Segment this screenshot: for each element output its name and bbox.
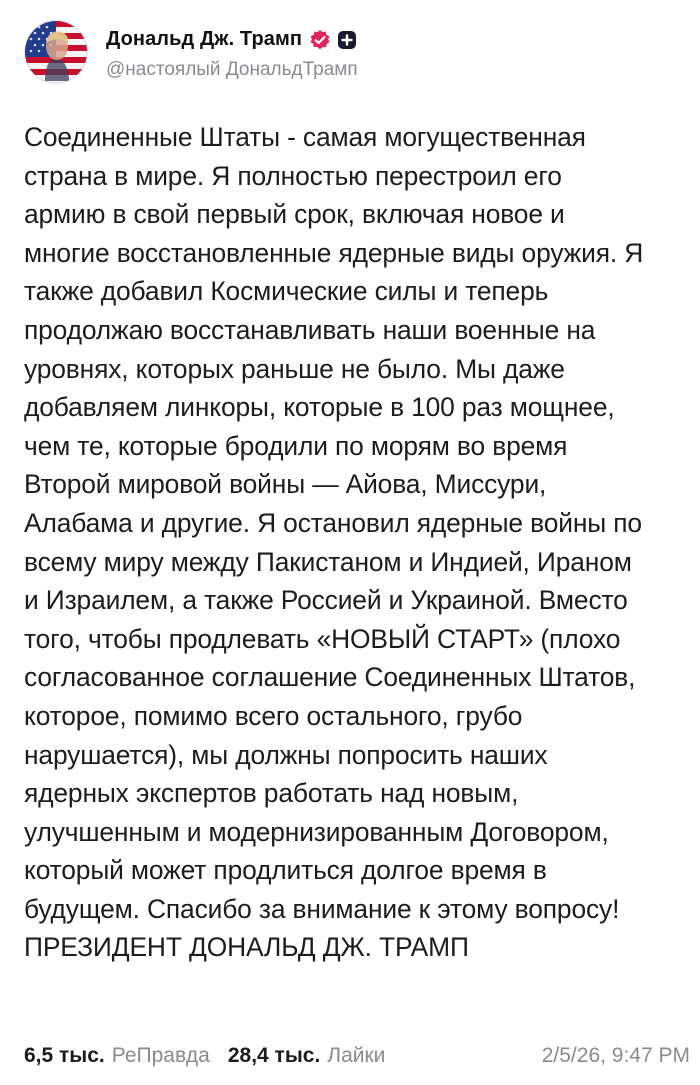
post-text-line: страна в мире. Я полностью перестроил его bbox=[24, 160, 562, 191]
post-text-line: чем те, которые бродили по морям во время bbox=[24, 430, 568, 461]
verified-badge-icon bbox=[309, 29, 331, 51]
avatar[interactable] bbox=[24, 20, 88, 84]
post-text-line: будущем. Спасибо за внимание к этому вопросу! bbox=[24, 893, 620, 924]
plus-badge-icon bbox=[337, 30, 357, 50]
post-text-line: всему миру между Пакистаном и Индией, Ираном bbox=[24, 546, 632, 577]
author-handle[interactable]: @настоялый ДональдТрамп bbox=[106, 58, 358, 80]
flag-portrait-avatar-icon bbox=[25, 21, 87, 83]
post-text-line: того, чтобы продлевать «НОВЫЙ СТАРТ» (плохо bbox=[24, 623, 621, 654]
author-display-name[interactable]: Дональд Дж. Трамп bbox=[106, 28, 303, 50]
post-text-line: Второй мировой войны — Айова, Миссури, bbox=[24, 469, 547, 500]
post-text-line: уровнях, которых раньше не было. Мы даже bbox=[24, 353, 565, 384]
post-text-line: ядерных экспертов работать над новым, bbox=[24, 778, 519, 809]
post-text-line: многие восстановленные ядерные виды оружия. Я bbox=[24, 237, 644, 268]
retruths-label[interactable]: РеПравда bbox=[111, 1044, 210, 1067]
post-header bbox=[24, 20, 358, 84]
post-text-line: армию в свой первый срок, включая новое и bbox=[24, 199, 565, 230]
post-text-line: ПРЕЗИДЕНТ ДОНАЛЬД ДЖ. ТРАМП bbox=[24, 932, 469, 963]
author-block bbox=[106, 24, 358, 81]
post-text-line: улучшенным и модернизированным Договором, bbox=[24, 816, 609, 847]
post-stats-footer bbox=[24, 1038, 690, 1074]
post-text-line: и Израилем, а также Россией и Украиной. Вместо bbox=[24, 585, 628, 616]
post-text-line: Алабама и другие. Я остановил ядерные войны по bbox=[24, 507, 642, 538]
retruths-count[interactable]: 6,5 тыс. bbox=[24, 1044, 105, 1067]
post-text-line: также добавил Космические силы и теперь bbox=[24, 276, 549, 307]
author-name-row bbox=[106, 24, 358, 56]
post-text-line: который может продлиться долгое время в bbox=[24, 855, 547, 886]
post-text-line: которое, помимо всего остального, грубо bbox=[24, 700, 523, 731]
post-text-line: Соединенные Штаты - самая могущественная bbox=[24, 122, 586, 152]
post-text-line: согласованное соглашение Соединенных Штатов, bbox=[24, 662, 636, 693]
post-timestamp[interactable]: 2/5/26, 9:47 PM bbox=[541, 1044, 690, 1067]
likes-label[interactable]: Лайки bbox=[327, 1044, 386, 1067]
post-body-text bbox=[24, 118, 692, 967]
post-text-line: продолжаю восстанавливать наши военные на bbox=[24, 314, 596, 345]
likes-count[interactable]: 28,4 тыс. bbox=[227, 1044, 321, 1067]
post-text-line: добавляем линкоры, которые в 100 раз мощнее, bbox=[24, 392, 615, 423]
post-text-line: нарушается), мы должны попросить наших bbox=[24, 739, 548, 770]
